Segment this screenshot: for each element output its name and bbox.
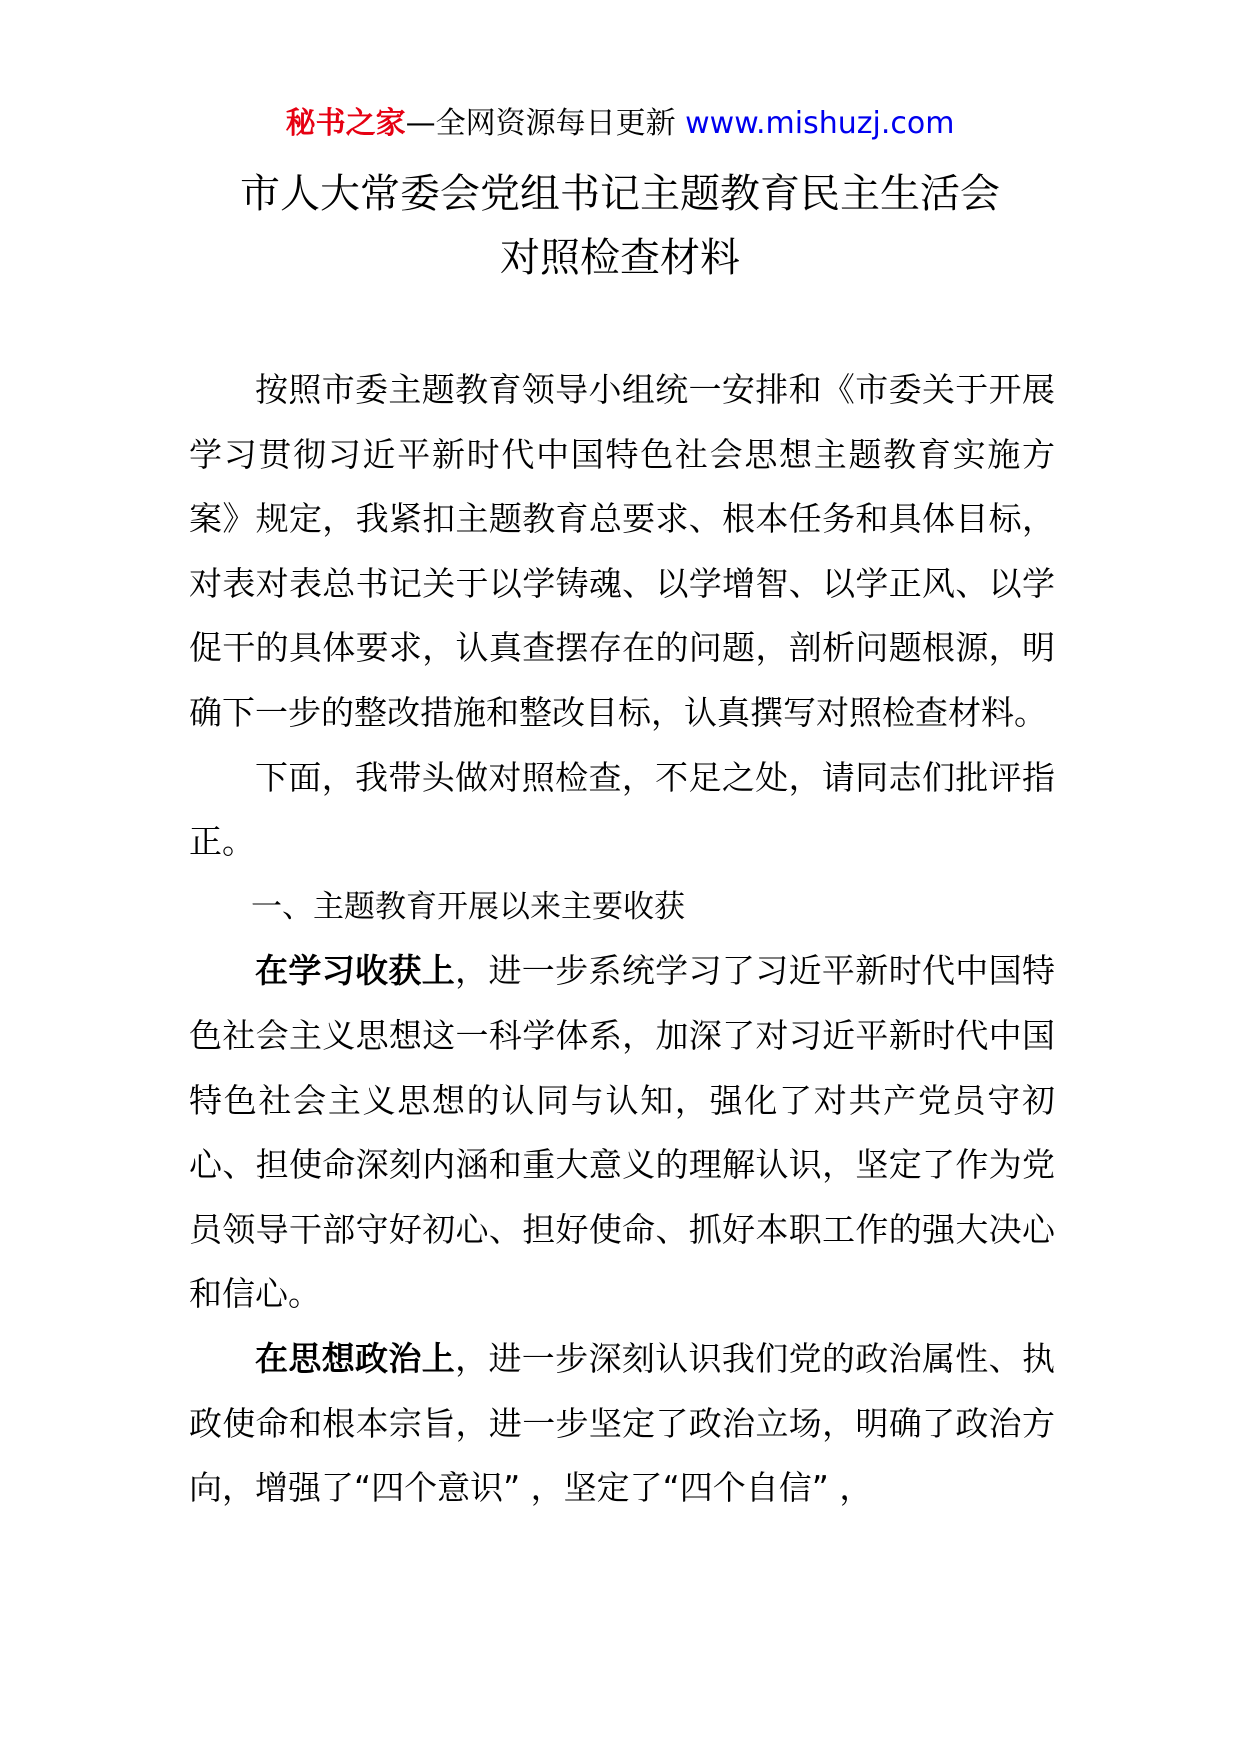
paragraph-lead-study: 在学习收获上 [255,951,456,991]
site-url-link[interactable]: www.mishuzj.com [685,106,955,141]
title-line-1: 市人大常委会党组书记主题教育民主生活会 [240,171,1000,217]
paragraph-political-thought [189,1327,1055,1521]
paragraph-invitation: 下面，我带头做对照检查，不足之处，请同志们批评指正。 [189,757,1055,862]
paragraph-lead-politics: 在思想政治上 [255,1338,456,1378]
title-line-2: 对照检查材料 [500,235,740,281]
paragraph-study-gains [189,939,1055,1327]
document-body [189,358,1055,1521]
paragraph-text-study: ，进一步系统学习了习近平新时代中国特色社会主义思想这一科学体系，加深了对习近平新时代中国特色社会主义思想的认同与认知，强化了对共产党员守初心、担使命深刻内涵和重大意义的理解认识，坚定了作为党员领导干部守好初心、担好使命、抓好本职工作的强大决心和信心。 [189,951,1056,1314]
paragraph-intro: 按照市委主题教育领导小组统一安排和《市委关于开展学习贯彻习近平新时代中国特色社会思想主题教育实施方案》规定，我紧扣主题教育总要求、根本任务和具体目标，对表对表总书记关于以学铸魂、以学增智、以学正风、以学促干的具体要求，认真查摆存在的问题，剖析问题根源，明确下一步的整改措施和整改目标，认真撰写对照检查材料。 [189,370,1055,732]
site-header [0,100,1240,148]
document-title [0,162,1240,290]
paragraph-text-politics: ，进一步深刻认识我们党的政治属性、执政使命和根本宗旨，进一步坚定了政治立场，明确了政治方向，增强了“四个意识” ，坚定了“四个自信” ， [189,1338,1056,1508]
brand-name: 秘书之家 [285,106,406,141]
header-slogan: —全网资源每日更新 [405,106,676,141]
section-heading-1: 一、主题教育开展以来主要收获 [251,888,685,925]
